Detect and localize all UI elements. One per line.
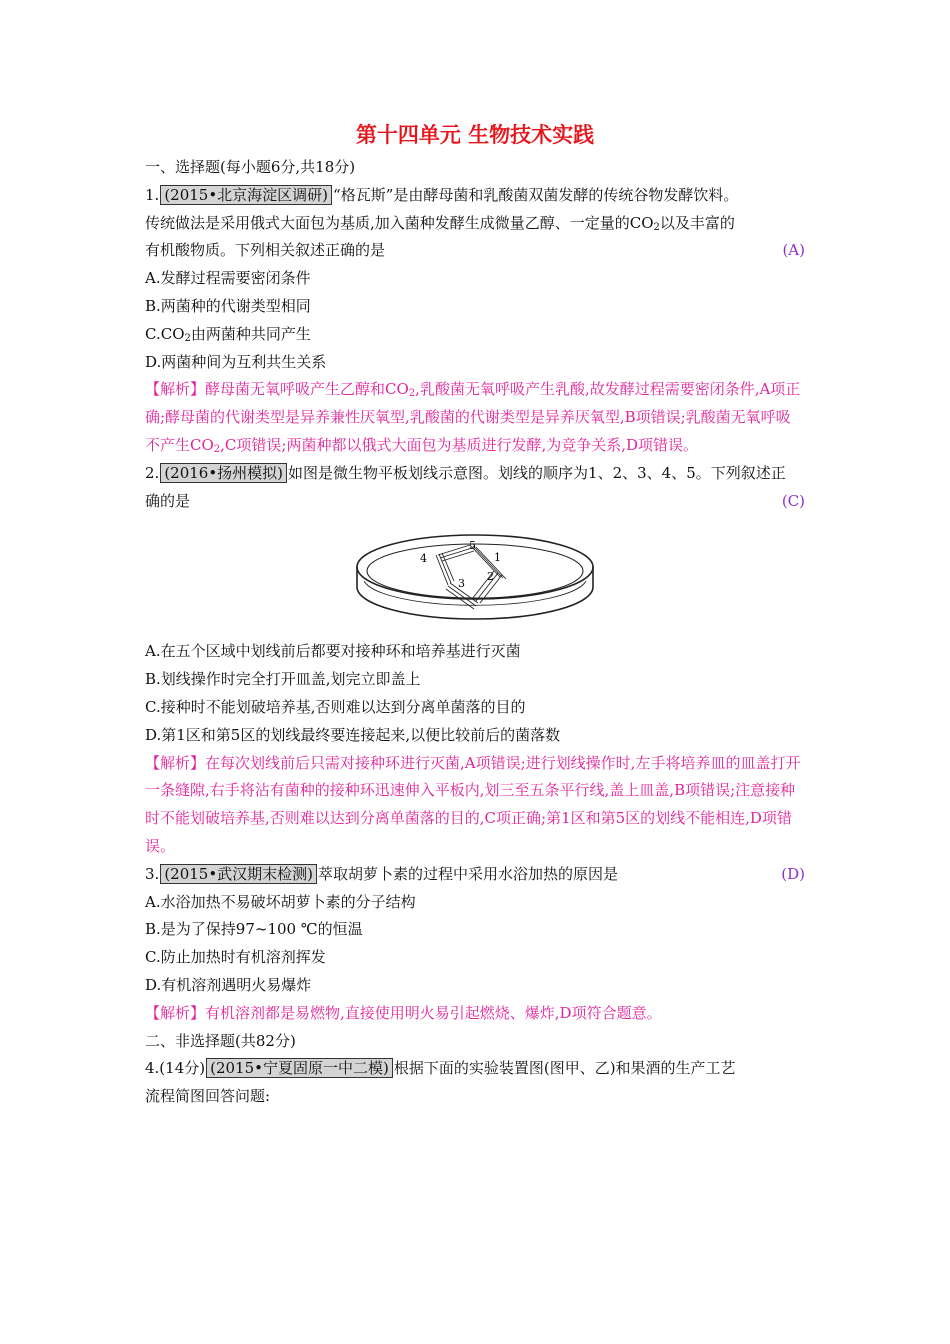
question-1-line-1 — [145, 182, 805, 210]
question-number: 4.(14分) — [145, 1059, 206, 1078]
subscript: 2 — [653, 221, 660, 233]
question-4-line-2: 流程简图回答问题: — [145, 1087, 271, 1106]
option-b: B.划线操作时完全打开皿盖,划完立即盖上 — [145, 670, 421, 689]
question-2-line-1 — [145, 460, 805, 488]
question-1 — [145, 182, 805, 460]
option-b: B.两菌种的代谢类型相同 — [145, 296, 311, 315]
option-d: D.第1区和第5区的划线最终要连接起来,以便比较前后的菌落数 — [145, 725, 561, 744]
option-a: A.在五个区域中划线前后都要对接种环和培养基进行灭菌 — [145, 642, 521, 661]
question-text: 有机酸物质。下列相关叙述正确的是 — [145, 241, 386, 260]
petri-dish-streak-figure — [145, 525, 805, 630]
document-content — [145, 118, 805, 1111]
answer-key: (A) — [782, 241, 805, 260]
page-title: 第十四单元 生物技术实践 — [355, 123, 595, 147]
analysis-label: 【解析】 — [145, 380, 206, 399]
question-1-line-3 — [145, 237, 805, 265]
question-text: 如图是微生物平板划线示意图。划线的顺序为1、2、3、4、5。下列叙述正 — [288, 463, 786, 482]
option-d: D.两菌种间为互利共生关系 — [145, 352, 327, 371]
question-text: 确的是 — [145, 491, 191, 510]
analysis-block — [145, 750, 805, 861]
option-d: D.有机溶剂遇明火易爆炸 — [145, 975, 312, 994]
analysis-text: ,乳酸菌无氧呼吸产生乳酸,故发酵过程需要密闭条件,A项正确;酵母菌的代谢类型是异养兼性厌氧型,乳酸菌的代谢类型是异养厌氧型,B项错误;乳酸菌无氧呼吸不产生CO — [145, 380, 801, 454]
analysis-label: 【解析】 — [145, 1003, 206, 1022]
question-text: 萃取胡萝卜素的过程中采用水浴加热的原因是 — [318, 864, 619, 883]
question-text: “格瓦斯”是由酵母菌和乳酸菌双菌发酵的传统谷物发酵饮料。 — [333, 185, 739, 204]
dish-wall — [357, 567, 593, 619]
question-2-line-2 — [145, 488, 805, 516]
question-source-tag: (2015•北京海淀区调研) — [160, 185, 332, 205]
option-b: B.是为了保持97~100 ℃的恒温 — [145, 920, 363, 939]
section-heading-nonchoice: 二、非选择题(共82分) — [145, 1031, 296, 1050]
subscript: 2 — [184, 332, 191, 344]
option-a: A.发酵过程需要密闭条件 — [145, 269, 311, 288]
zone-label: 1 — [494, 551, 501, 565]
question-4 — [145, 1055, 805, 1111]
question-text: 以及丰富的 — [659, 213, 735, 232]
zone-label: 2 — [487, 570, 494, 584]
analysis-text: 有机溶剂都是易燃物,直接使用明火易引起燃烧、爆炸,D项符合题意。 — [205, 1003, 662, 1022]
zone-label: 3 — [458, 577, 465, 591]
analysis-label: 【解析】 — [145, 753, 206, 772]
dish-rim-inner — [367, 544, 583, 598]
subscript: 2 — [408, 388, 416, 400]
question-number: 3. — [145, 864, 160, 883]
question-1-line-2 — [145, 210, 805, 238]
question-text: 传统做法是采用俄式大面包为基质,加入菌种发酵生成微量乙醇、一定量的CO — [145, 213, 654, 232]
question-text: 根据下面的实验装置图(图甲、乙)和果酒的生产工艺 — [393, 1059, 736, 1078]
question-number: 2. — [145, 463, 160, 482]
analysis-text: 在每次划线前后只需对接种环进行灭菌,A项错误;进行划线操作时,左手将培养皿的皿盖打开一条缝隙,右手将沾有菌种的接种环迅速伸入平板内,划三至五条平行线,盖上皿盖,B项错误;注意接种时不能划破培养基,否则难以达到分离单菌落的目的,C项正确;第1区和第5区的划线不能相连,D项错误。 — [145, 753, 801, 855]
option-text: C.CO — [145, 324, 185, 343]
option-c — [145, 321, 805, 349]
analysis-block — [145, 376, 805, 459]
option-c: C.接种时不能划破培养基,否则难以达到分离单菌落的目的 — [145, 697, 526, 716]
zone-label: 5 — [469, 539, 476, 553]
question-source-tag: (2016•扬州模拟) — [160, 463, 287, 483]
subscript: 2 — [213, 443, 221, 455]
analysis-text: 酵母菌无氧呼吸产生乙醇和CO — [205, 380, 409, 399]
question-2 — [145, 460, 805, 861]
analysis-block — [145, 1000, 805, 1028]
question-4-line-1 — [145, 1055, 805, 1083]
zone-label: 4 — [420, 552, 427, 566]
petri-dish-diagram — [350, 525, 600, 630]
question-number: 1. — [145, 185, 160, 204]
option-text: 由两菌种共同产生 — [190, 324, 311, 343]
analysis-text: ,C项错误;两菌种都以俄式大面包为基质进行发酵,为竞争关系,D项错误。 — [220, 435, 699, 454]
section-heading-choice: 一、选择题(每小题6分,共18分) — [145, 158, 356, 176]
question-3 — [145, 861, 805, 1028]
question-3-line-1 — [145, 861, 805, 889]
answer-key: (C) — [781, 491, 805, 510]
option-c: C.防止加热时有机溶剂挥发 — [145, 948, 326, 967]
question-source-tag: (2015•宁夏固原一中二模) — [206, 1058, 393, 1078]
dish-base-line — [364, 581, 586, 605]
answer-key: (D) — [781, 864, 805, 883]
option-a: A.水浴加热不易破坏胡萝卜素的分子结构 — [145, 892, 416, 911]
question-source-tag: (2015•武汉期末检测) — [160, 864, 317, 884]
